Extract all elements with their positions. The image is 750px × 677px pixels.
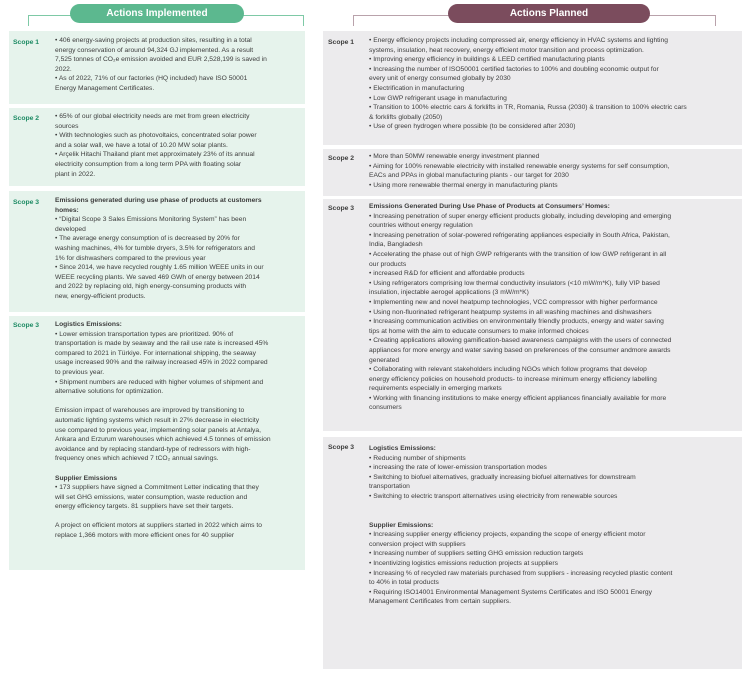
section-heading: homes: (55, 206, 79, 214)
left-scope2-label: Scope 2 (13, 115, 40, 122)
text-line: • Improving energy efficiency in buildings & LEED certified manufacturing plants (369, 56, 605, 64)
section-heading: Logistics Emissions: (55, 321, 122, 328)
text-line: transportation is made by seaway and the rail use rate is increased 45% (55, 340, 269, 348)
text-line: transportation (369, 483, 410, 491)
text-line: every unit of energy consumed globally by 2030 (369, 75, 511, 83)
text-line: • Using non-fluorinated refrigerant heatpump systems in all washing machines and dishwashers (369, 308, 652, 316)
text-line: • Accelerating the phase out of high GWP refrigerants with the transition of low GWP refrigerant in all (369, 250, 667, 258)
right-scope1-text (369, 36, 742, 132)
text-line: • Using refrigerators comprising low thermal conductivity insulators (<10 mW/m*K), fully VIP based (369, 279, 660, 287)
right-scope3-logistics-text (369, 444, 742, 607)
text-line: requirements especially in emerging markets (369, 385, 502, 393)
text-line: Emission impact of warehouses are improved by transitioning to (55, 407, 245, 415)
text-line: countries without energy regulation (369, 222, 473, 230)
text-line: • increasing the rate of lower-emission transportation modes (369, 464, 547, 472)
text-line: • Transition to 100% electric cars & forklifts in TR, Romania, Russa (2030) & transition to 100% electric cars (369, 104, 687, 112)
text-line: • Low GWP refrigerant usage in manufacturing (369, 94, 507, 102)
text-line: • The average energy consumption of is decreased by 20% for (55, 235, 240, 243)
text-line: insulation, injectable aerogel applications (3 mW/m*K) (369, 289, 529, 297)
text-line: • Switching to electric transport alternatives using electricity from renewable sources (369, 492, 618, 500)
text-line: • 173 suppliers have signed a Commitment Letter indicating that they (55, 484, 259, 492)
text-line: frequency ones which achieved 7 tCO₂ annual savings. (55, 455, 219, 463)
text-line: 7,525 tonnes of CO₂e emission avoided and EUR 2,528,199 is saved in (55, 56, 267, 64)
text-line: • Use of green hydrogen where possible (to be considered after 2030) (369, 123, 576, 131)
text-line: • With technologies such as photovoltaics, concentrated solar power (55, 132, 257, 140)
text-line: • Shipment numbers are reduced with higher volumes of shipment and (55, 378, 264, 386)
text-line: • “Digital Scope 3 Sales Emissions Monitoring System” has been (55, 216, 247, 224)
text-line: Energy Management Certificates. (55, 84, 155, 92)
right-scope1-label: Scope 1 (328, 39, 355, 46)
text-line: • Incentivizing logistics emissions reduction projects at suppliers (369, 559, 558, 567)
text-line: • Implementing new and novel heatpump technologies, VCC compressor with higher performance (369, 298, 658, 306)
right-scope2-label: Scope 2 (328, 155, 355, 162)
text-line: 1% for dishwashers compared to the previous year (55, 254, 206, 262)
text-line: India, Bangladesh (369, 241, 423, 249)
text-line: • Creating applications allowing gamification-based awareness campaigns with the users of connected (369, 337, 672, 345)
left-scope3-use-label: Scope 3 (13, 199, 40, 206)
text-line: and a solar wall, we have a total of 10.20 MW solar plants. (55, 141, 228, 149)
text-line: • Reducing number of shipments (369, 454, 466, 462)
right-scope3-logistics-label: Scope 3 (328, 444, 355, 451)
text-line: • Increasing number of suppliers setting GHG emission reduction targets (369, 550, 584, 558)
section-heading: Emissions Generated During Use Phase of Products at Consumers’ Homes: (369, 203, 610, 210)
text-line: 2022. (55, 65, 72, 73)
text-line: • increased R&D for efficient and affordable products (369, 270, 525, 278)
left-scope1-text (55, 36, 305, 94)
left-scope3-use-text (55, 196, 305, 302)
text-line: will set GHG emissions, water consumption, waste reduction and (55, 493, 248, 501)
text-line: • Increasing the number of ISO50001 certified factories to 100% and doubling economic output for (369, 65, 659, 73)
text-line: replace 1,366 motors with more efficient ones for 40 supplier (55, 532, 235, 540)
text-line: • Electrification in manufacturing (369, 84, 465, 92)
text-line: consumers (369, 404, 402, 412)
text-line: compared to 2021 in Türkiye. For international shipping, the seaway (55, 349, 256, 357)
left-scope2-text (55, 112, 305, 179)
section-heading: Logistics Emissions: (369, 445, 436, 452)
left-header-tick-left (28, 15, 29, 26)
right-header-tick-left (353, 15, 354, 26)
text-line: to 40% in total products (369, 579, 439, 587)
text-line: • Using more renewable thermal energy in manufacturing plants (369, 181, 558, 189)
text-line: alternative solutions for optimization. (55, 388, 164, 396)
text-line: • Increasing communication activities on environmentally friendly products, energy and water saving (369, 318, 664, 326)
text-line: • More than 50MW renewable energy investment planned (369, 153, 540, 160)
text-line: energy conservation of around 94,324 GJ implemented. As a result (55, 46, 254, 54)
text-line: • Aiming for 100% renewable electricity with installed renewable energy systems for self consumption, (369, 162, 670, 170)
text-line: generated (369, 356, 400, 364)
supplier-heading: Supplier Emissions: (369, 521, 434, 529)
text-line: • Increasing supplier energy efficiency projects, expanding the scope of energy efficient motor (369, 531, 646, 539)
actions-implemented-title: Actions Implemented (70, 4, 244, 23)
text-line: to previous year. (55, 368, 105, 376)
text-line: our products (369, 260, 407, 268)
right-scope3-use-label: Scope 3 (328, 205, 355, 212)
supplier-heading: Supplier Emissions (55, 474, 118, 482)
text-line: • Increasing penetration of solar-powered refrigerating appliances especially in South Africa, Pakistan, (369, 231, 670, 239)
text-line: • As of 2022, 71% of our factories (HQ included) have ISO 50001 (55, 75, 248, 83)
text-line: • Switching to biofuel alternatives, gradually increasing biofuel alternatives for downstream (369, 473, 636, 481)
text-line: tips at home with the aim to educate consumers to make informed choices (369, 327, 589, 335)
actions-planned-title: Actions Planned (448, 4, 650, 23)
text-line: developed (55, 225, 86, 233)
left-header-tick-right (303, 15, 304, 26)
text-line: and 2022 by replacing old, high energy-consuming products with (55, 283, 247, 291)
text-line: Ankara and Erzurum warehouses which achieved 4.5 tonnes of emission (55, 436, 271, 444)
text-line: avoidance and by replacing standard-type of redressors with high- (55, 445, 251, 453)
right-header-tick-right (715, 15, 716, 26)
text-line: A project on efficient motors at suppliers started in 2022 which aims to (55, 522, 262, 530)
text-line: • Lower emission transportation types are prioritized. 90% of (55, 330, 234, 338)
text-line: & forklifts globally (2050) (369, 113, 443, 121)
text-line: • Requiring ISO14001 Environmental Management Systems Certificates and ISO 50001 Energy (369, 588, 652, 596)
text-line: new, energy-efficient products. (55, 292, 146, 300)
text-line: WEEE recycling plants. We saved 469 GWh of energy between 2014 (55, 273, 260, 281)
text-line: • Working with financing institutions to make energy efficient appliances financially available for more (369, 394, 667, 402)
left-scope3-logistics-text (55, 320, 305, 541)
text-line: appliances for more energy and water saving based on preferences of the consumer andmore awards (369, 346, 671, 354)
text-line: • Collaborating with relevant stakeholders including NGOs which follow programs that develop (369, 366, 647, 374)
text-line: • Energy efficiency projects including compressed air, energy efficiency in HVAC systems and lighting (369, 37, 668, 44)
text-line: washing machines, 4% for tumble dryers, 3.5% for refrigerators and (55, 244, 255, 252)
text-line: usage increased 90% and the railway increased 45% in 2022 compared (55, 359, 268, 367)
left-scope1-label: Scope 1 (13, 39, 40, 46)
text-line: • Since 2014, we have recycled roughly 1.65 million WEEE units in our (55, 264, 264, 272)
text-line: systems, insulation, heat recovery, energy efficient motor transition and process optimization. (369, 46, 644, 54)
text-line: energy efficiency policies on household products- to increase minimum energy efficiency labelling (369, 375, 657, 383)
text-line: electricity consumption from a long term PPA with floating solar (55, 160, 242, 168)
text-line: Management Certificates from certain suppliers. (369, 598, 511, 606)
text-line: • Increasing % of recycled raw materials purchased from suppliers - increasing recycled plastic content (369, 569, 673, 577)
text-line: EACs and PPAs in global manufacturing plants - our target for 2030 (369, 172, 569, 180)
text-line: • Arçelik Hitachi Thailand plant met approximately 23% of its annual (55, 151, 255, 159)
section-heading: Emissions generated during use phase of products at customers (55, 197, 262, 204)
right-scope3-use-text (369, 202, 742, 413)
left-scope3-logistics-label: Scope 3 (13, 322, 40, 329)
right-scope2-text (369, 152, 742, 190)
text-line: conversion project with suppliers (369, 540, 466, 548)
text-line: • 65% of our global electricity needs are met from green electricity (55, 113, 250, 120)
text-line: use compared to previous year, implementing solar panels at Antalya, (55, 426, 261, 434)
text-line: energy efficiency targets. 81 suppliers have set their targets. (55, 503, 234, 511)
text-line: sources (55, 122, 79, 130)
text-line: • Increasing penetration of super energy efficient products globally, including developing and emerging (369, 212, 672, 220)
text-line: • 406 energy-saving projects at production sites, resulting in a total (55, 37, 252, 44)
text-line: automatic lighting systems which result in 27% decrease in electricity (55, 416, 260, 424)
text-line: plant in 2022. (55, 170, 96, 178)
